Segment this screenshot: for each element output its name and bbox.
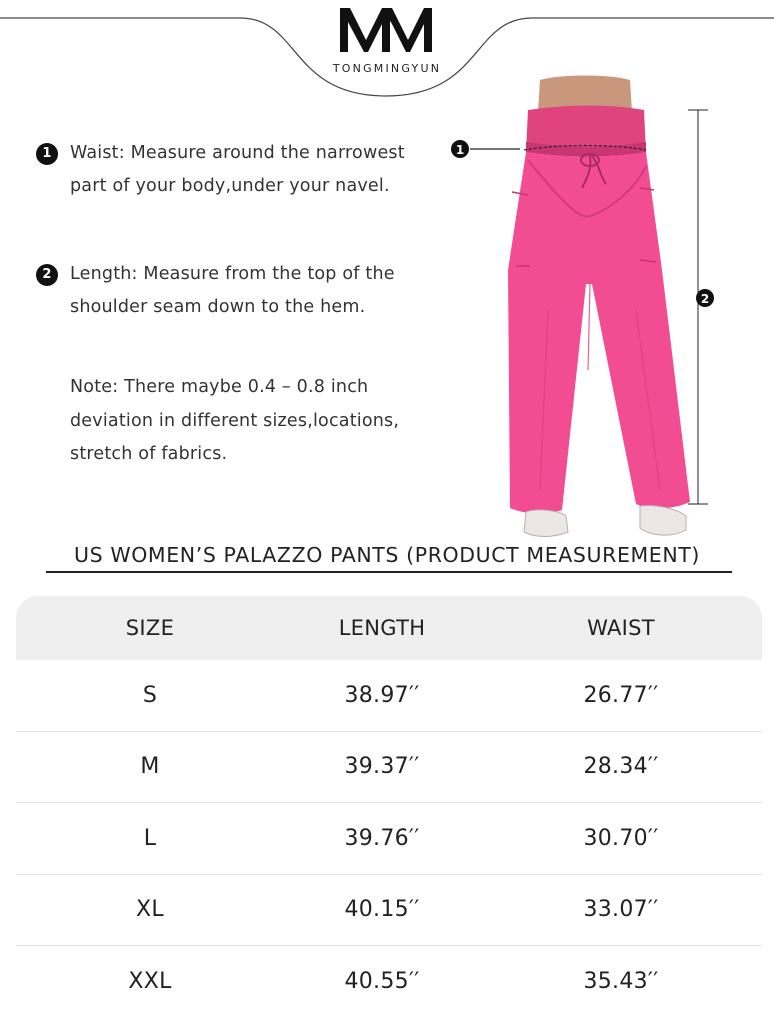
measurement-note bbox=[70, 371, 399, 472]
header-length: LENGTH bbox=[338, 616, 426, 640]
header-waist: WAIST bbox=[587, 616, 655, 640]
size-cell: XL bbox=[136, 897, 164, 923]
palazzo-pants-illustration bbox=[440, 70, 740, 550]
length-cell: 38.97′′ bbox=[344, 682, 420, 708]
length-cell: 40.15′′ bbox=[344, 897, 420, 923]
table-row bbox=[16, 875, 762, 947]
mm-monogram-logo bbox=[336, 2, 436, 54]
length-instruction-line-2: shoulder seam down to the hem. bbox=[70, 297, 366, 317]
length-instruction-line-1: Length: Measure from the top of the bbox=[70, 264, 395, 284]
note-line-1: Note: There maybe 0.4 – 0.8 inch bbox=[70, 377, 369, 397]
table-row bbox=[16, 946, 762, 1017]
table-row bbox=[16, 732, 762, 804]
size-cell: L bbox=[143, 825, 157, 851]
length-marker-label: 2 bbox=[700, 292, 710, 306]
size-cell: M bbox=[140, 754, 160, 780]
table-row bbox=[16, 660, 762, 732]
size-cell: S bbox=[142, 682, 158, 708]
header-size: SIZE bbox=[125, 616, 175, 640]
size-cell: XXL bbox=[128, 968, 172, 994]
table-row bbox=[16, 803, 762, 875]
waist-cell: 35.43′′ bbox=[583, 968, 659, 994]
marker-2-badge: 2 bbox=[36, 264, 58, 286]
waist-instruction-line-2: part of your body,under your navel. bbox=[70, 176, 390, 196]
length-cell: 40.55′′ bbox=[344, 968, 420, 994]
note-line-2: deviation in different sizes,locations, bbox=[70, 410, 400, 431]
waist-cell: 33.07′′ bbox=[583, 897, 659, 923]
size-chart-title: US WOMEN’S PALAZZO PANTS (PRODUCT MEASUREMENT) bbox=[73, 543, 700, 567]
brand-name: TONGMINGYUN bbox=[332, 62, 442, 75]
waist-cell: 28.34′′ bbox=[583, 754, 659, 780]
waist-cell: 26.77′′ bbox=[583, 682, 659, 708]
marker-1-badge: 1 bbox=[36, 143, 58, 165]
title-underline bbox=[46, 571, 732, 573]
note-line-3: stretch of fabrics. bbox=[70, 444, 228, 464]
waist-marker-label: 1 bbox=[455, 143, 465, 157]
table-header bbox=[16, 596, 762, 660]
length-cell: 39.76′′ bbox=[344, 825, 420, 851]
length-cell: 39.37′′ bbox=[344, 754, 420, 780]
waist-instruction-line-1: Waist: Measure around the narrowest bbox=[70, 143, 405, 163]
size-chart-table bbox=[16, 596, 762, 1017]
waist-cell: 30.70′′ bbox=[583, 825, 659, 851]
